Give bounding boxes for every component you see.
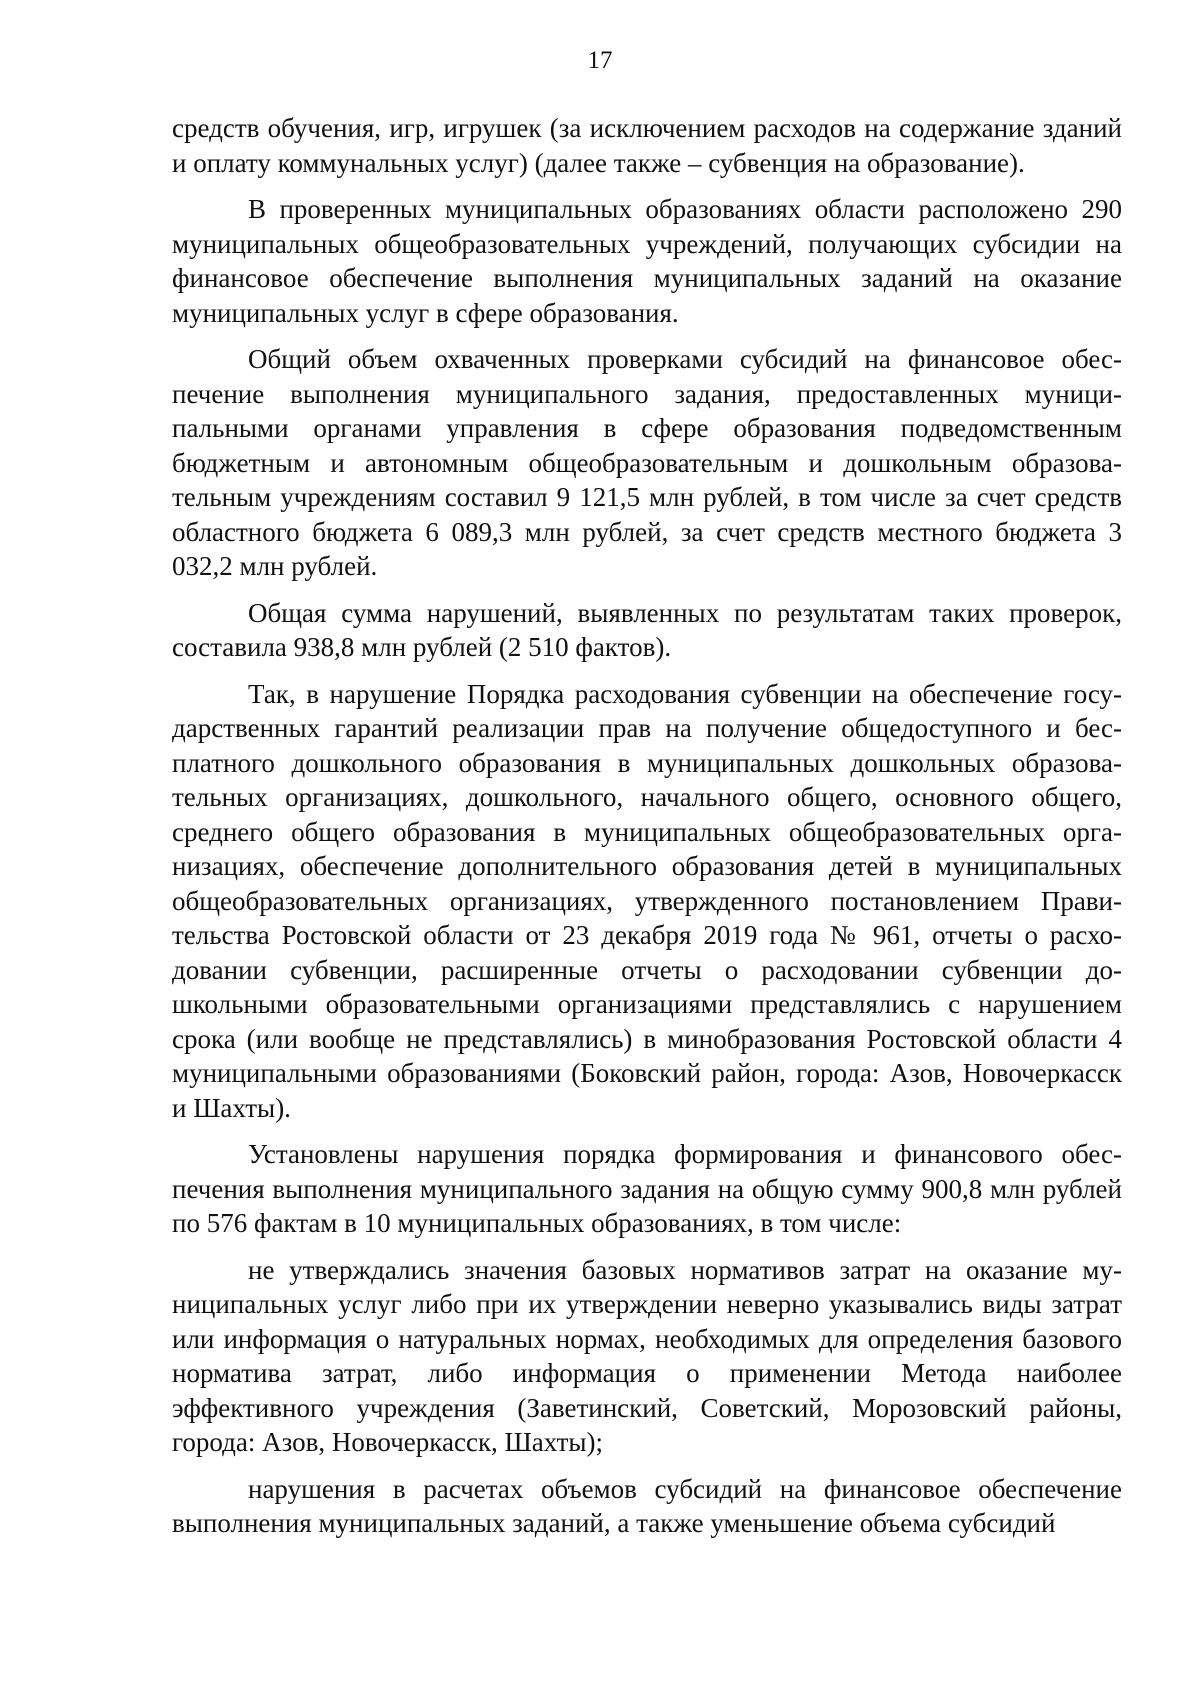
paragraph-violations-total: Общая сумма нарушений, выявленных по результатам таких проверок, составила 938,8 млн рублей (2 510 фактов). bbox=[172, 597, 1122, 662]
paragraph-subsidy-volume: Общий объем охваченных проверками субсидий на финансовое обеспечение выполнения муниципального задания, предоставленных муниципальными органами управления в сфере образования подведомственным бюджетным и автономным общеобразовательным и дошкольным образовательным учреждениям составил 9 121,5 млн рублей, в том числе за счет средств областного бюджета 6 089,3 млн рублей, за счет средств местного бюджета 3 032,2 млн рублей. bbox=[172, 344, 1122, 581]
page-number: 17 bbox=[587, 47, 613, 74]
paragraph-reporting-violations: Так, в нарушение Порядка расходования субвенции на обеспечение государственных гарантий реализации прав на получение общедоступного и бесплатного дошкольного образования в муниципальных дошкольных образовательных организациях, дошкольного, начального общего, основного общего, среднего общего образования в муниципальных общеобразовательных организациях, обеспечение дополнительного образования детей в муниципальных общеобразовательных организациях, утвержденного постановлением Правительства Ростовской области от 23 декабря 2019 года № 961, отчеты о расходовании субвенции, расширенные отчеты о расходовании субвенции дошкольными образовательными организациями представлялись с нарушением срока (или вообще не представлялись) в минобразования Ростовской области 4 муниципальными образованиями (Боковский район, города: Азов, Новочеркасск и Шахты). bbox=[172, 678, 1122, 1123]
paragraph-institutions-count: В проверенных муниципальных образованиях области расположено 290 муниципальных общеобразовательных учреждений, получающих субсидии на финансовое обеспечение выполнения муниципальных заданий на оказание муниципальных услуг в сфере образования. bbox=[172, 194, 1122, 328]
paragraph-norms-list-item: не утверждались значения базовых нормативов затрат на оказание муниципальных услуг либо при их утверждении неверно указывались виды затрат или информация о натуральных нормах, необходимых для определения базового норматива затрат, либо информация о применении Метода наиболее эффективного учреждения (Заветинский, Советский, Морозовский районы, города: Азов, Новочеркасск, Шахты); bbox=[172, 1254, 1122, 1457]
paragraph-continuation: средств обучения, игр, игрушек (за исключением расходов на содержание зданий и оплату коммунальных услуг) (далее также – субвенция на образование). bbox=[172, 113, 1122, 178]
paragraph-task-violations: Установлены нарушения порядка формирования и финансового обеспечения выполнения муниципального задания на общую сумму 900,8 млн рублей по 576 фактам в 10 муниципальных образованиях, в том числе: bbox=[172, 1139, 1122, 1238]
paragraph-calculation-list-item: нарушения в расчетах объемов субсидий на финансовое обеспечение выполнения муниципальных заданий, а также уменьшение объема субсидий bbox=[172, 1473, 1122, 1538]
document-body bbox=[172, 111, 1122, 1553]
